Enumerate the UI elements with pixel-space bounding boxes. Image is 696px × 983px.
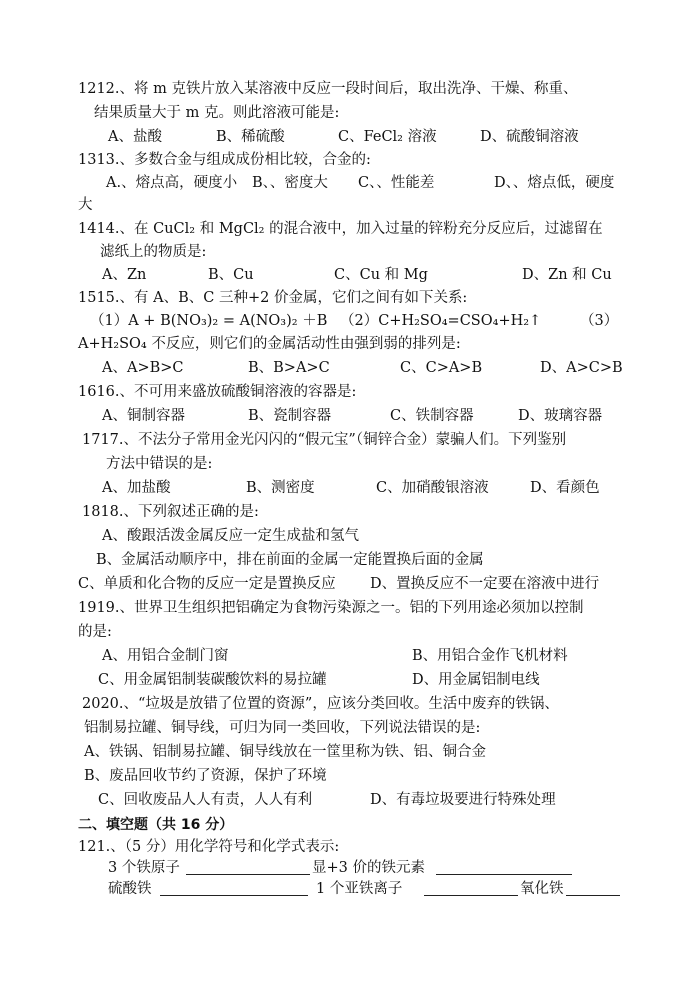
q20-stem-cont: 铝制易拉罐、铜导线，可归为同一类回收，下列说法错误的是: xyxy=(84,720,481,736)
q19-option-d: D、用金属铝制电线 xyxy=(412,672,540,688)
q13-option-d: D、、熔点低，硬度 xyxy=(494,175,615,191)
q14-option-c: C、Cu 和 Mg xyxy=(334,267,428,283)
q13-stem: 1313.、多数合金与组成成份相比较，合金的: xyxy=(78,152,371,168)
q14-stem: 1414.、在 CuCl₂ 和 MgCl₂ 的混合液中，加入过量的锌粉充分反应后，过滤留在 xyxy=(78,221,603,237)
q14-option-b: B、Cu xyxy=(208,267,254,283)
q17-number: 1717. xyxy=(82,432,124,448)
q17-option-a: A、加盐酸 xyxy=(102,480,171,496)
q18-option-d: D、置换反应不一定要在溶液中进行 xyxy=(370,576,600,592)
section-2-title: 二、填空题（共 16 分） xyxy=(78,817,234,833)
q19-stem-cont: 的是: xyxy=(78,624,112,640)
q17-option-d: D、看颜色 xyxy=(530,480,600,496)
q15-relation-2: （2）C+H₂SO₄=CSO₄+H₂↑ xyxy=(340,313,542,329)
q13-option-a: A.、熔点高，硬度小 xyxy=(106,175,238,191)
q15-stem-cont: A+H₂SO₄ 不反应，则它们的金属活动性由强到弱的排列是: xyxy=(78,336,461,352)
q19-number: 1919. xyxy=(78,600,120,616)
q20-option-b: B、废品回收节约了资源，保护了环境 xyxy=(84,768,327,784)
q15-option-a: A、A>B>C xyxy=(102,360,184,376)
q16-option-c: C、铁制容器 xyxy=(390,408,474,424)
q15-option-b: B、B>A>C xyxy=(248,360,330,376)
q21-blank-1[interactable] xyxy=(186,874,310,875)
q15-number: 1515. xyxy=(78,290,120,306)
q16-stem: 1616.、不可用来盛放硫酸铜溶液的容器是: xyxy=(78,384,357,400)
q16-option-a: A、铜制容器 xyxy=(102,408,185,424)
q21-item-iron-atoms: 3 个铁原子 xyxy=(108,860,180,876)
q21-stem: 121.、（5 分）用化学符号和化学式表示: xyxy=(78,839,340,855)
q14-number: 1414. xyxy=(78,221,120,237)
q18-option-a: A、酸跟活泼金属反应一定生成盐和氢气 xyxy=(102,528,359,544)
q19-option-a: A、用铝合金制门窗 xyxy=(102,648,229,664)
q12-stem-cont: 结果质量大于 m 克。则此溶液可能是: xyxy=(94,105,340,121)
q16-option-b: B、瓷制容器 xyxy=(248,408,332,424)
q21-item-iron-plus3: 显+3 价的铁元素 xyxy=(312,860,425,876)
q18-stem: 1818.、下列叙述正确的是: xyxy=(82,504,259,520)
q14-stem-cont: 滤纸上的物质是: xyxy=(100,244,207,260)
q15-relation-1: （1）A + B(NO₃)₂ = A(NO₃)₂ ＋B xyxy=(90,313,328,329)
q20-number: 2020. xyxy=(82,696,124,712)
q21-blank-5[interactable] xyxy=(566,895,620,896)
q21-number: 121. xyxy=(78,839,111,855)
q12-option-d: D、硫酸铜溶液 xyxy=(480,129,579,145)
q12-number: 1212. xyxy=(78,81,120,97)
q19-option-c: C、用金属铝制装碳酸饮料的易拉罐 xyxy=(98,672,327,688)
q20-option-d: D、有毒垃圾要进行特殊处理 xyxy=(370,792,556,808)
q21-blank-2[interactable] xyxy=(436,874,572,875)
q13-number: 1313. xyxy=(78,152,120,168)
q21-blank-3[interactable] xyxy=(160,895,308,896)
q13-option-d-wrap: 大 xyxy=(78,197,93,213)
q14-option-a: A、Zn xyxy=(102,267,147,283)
q16-option-d: D、玻璃容器 xyxy=(518,408,603,424)
q21-blank-4[interactable] xyxy=(424,895,518,896)
q17-stem: 1717.、不法分子常用金光闪闪的“假元宝”（铜锌合金）蒙骗人们。下列鉴别 xyxy=(82,432,567,448)
q21-item-iron-sulfate: 硫酸铁 xyxy=(108,881,152,897)
q21-item-ferrous-ion: 1 个亚铁离子 xyxy=(316,881,403,897)
q20-option-c: C、回收废品人人有责，人人有利 xyxy=(98,792,313,808)
q18-number: 1818. xyxy=(82,504,124,520)
q13-option-b: B、、密度大 xyxy=(252,175,328,191)
q12-option-c: C、FeCl₂ 溶液 xyxy=(338,129,437,145)
q19-option-b: B、用铝合金作飞机材料 xyxy=(412,648,568,664)
q18-option-c: C、单质和化合物的反应一定是置换反应 xyxy=(78,576,336,592)
q14-option-d: D、Zn 和 Cu xyxy=(522,267,612,283)
q15-relation-3: （3） xyxy=(580,313,619,329)
q17-stem-cont: 方法中错误的是: xyxy=(106,456,213,472)
q21-item-iron-oxide: 氧化铁 xyxy=(520,881,564,897)
q15-option-d: D、A>C>B xyxy=(540,360,623,376)
q17-option-c: C、加硝酸银溶液 xyxy=(376,480,489,496)
q17-option-b: B、测密度 xyxy=(246,480,315,496)
q15-option-c: C、C>A>B xyxy=(400,360,483,376)
q13-option-c: C、、性能差 xyxy=(358,175,435,191)
q12-option-b: B、稀硫酸 xyxy=(216,129,285,145)
q12-stem: 1212.、将 m 克铁片放入某溶液中反应一段时间后，取出洗净、干燥、称重、 xyxy=(78,81,578,97)
q19-stem: 1919.、世界卫生组织把铝确定为食物污染源之一。铝的下列用途必须加以控制 xyxy=(78,600,584,616)
q20-stem: 2020.、“垃圾是放错了位置的资源”，应该分类回收。生活中废弃的铁锅、 xyxy=(82,696,559,712)
q16-number: 1616. xyxy=(78,384,120,400)
q18-option-b: B、金属活动顺序中，排在前面的金属一定能置换后面的金属 xyxy=(96,552,484,568)
q12-option-a: A、盐酸 xyxy=(108,129,162,145)
q20-option-a: A、铁锅、铝制易拉罐、铜导线放在一筐里称为铁、铝、铜合金 xyxy=(84,744,486,760)
q15-stem: 1515.、有 A、B、C 三种+2 价金属，它们之间有如下关系: xyxy=(78,290,468,306)
